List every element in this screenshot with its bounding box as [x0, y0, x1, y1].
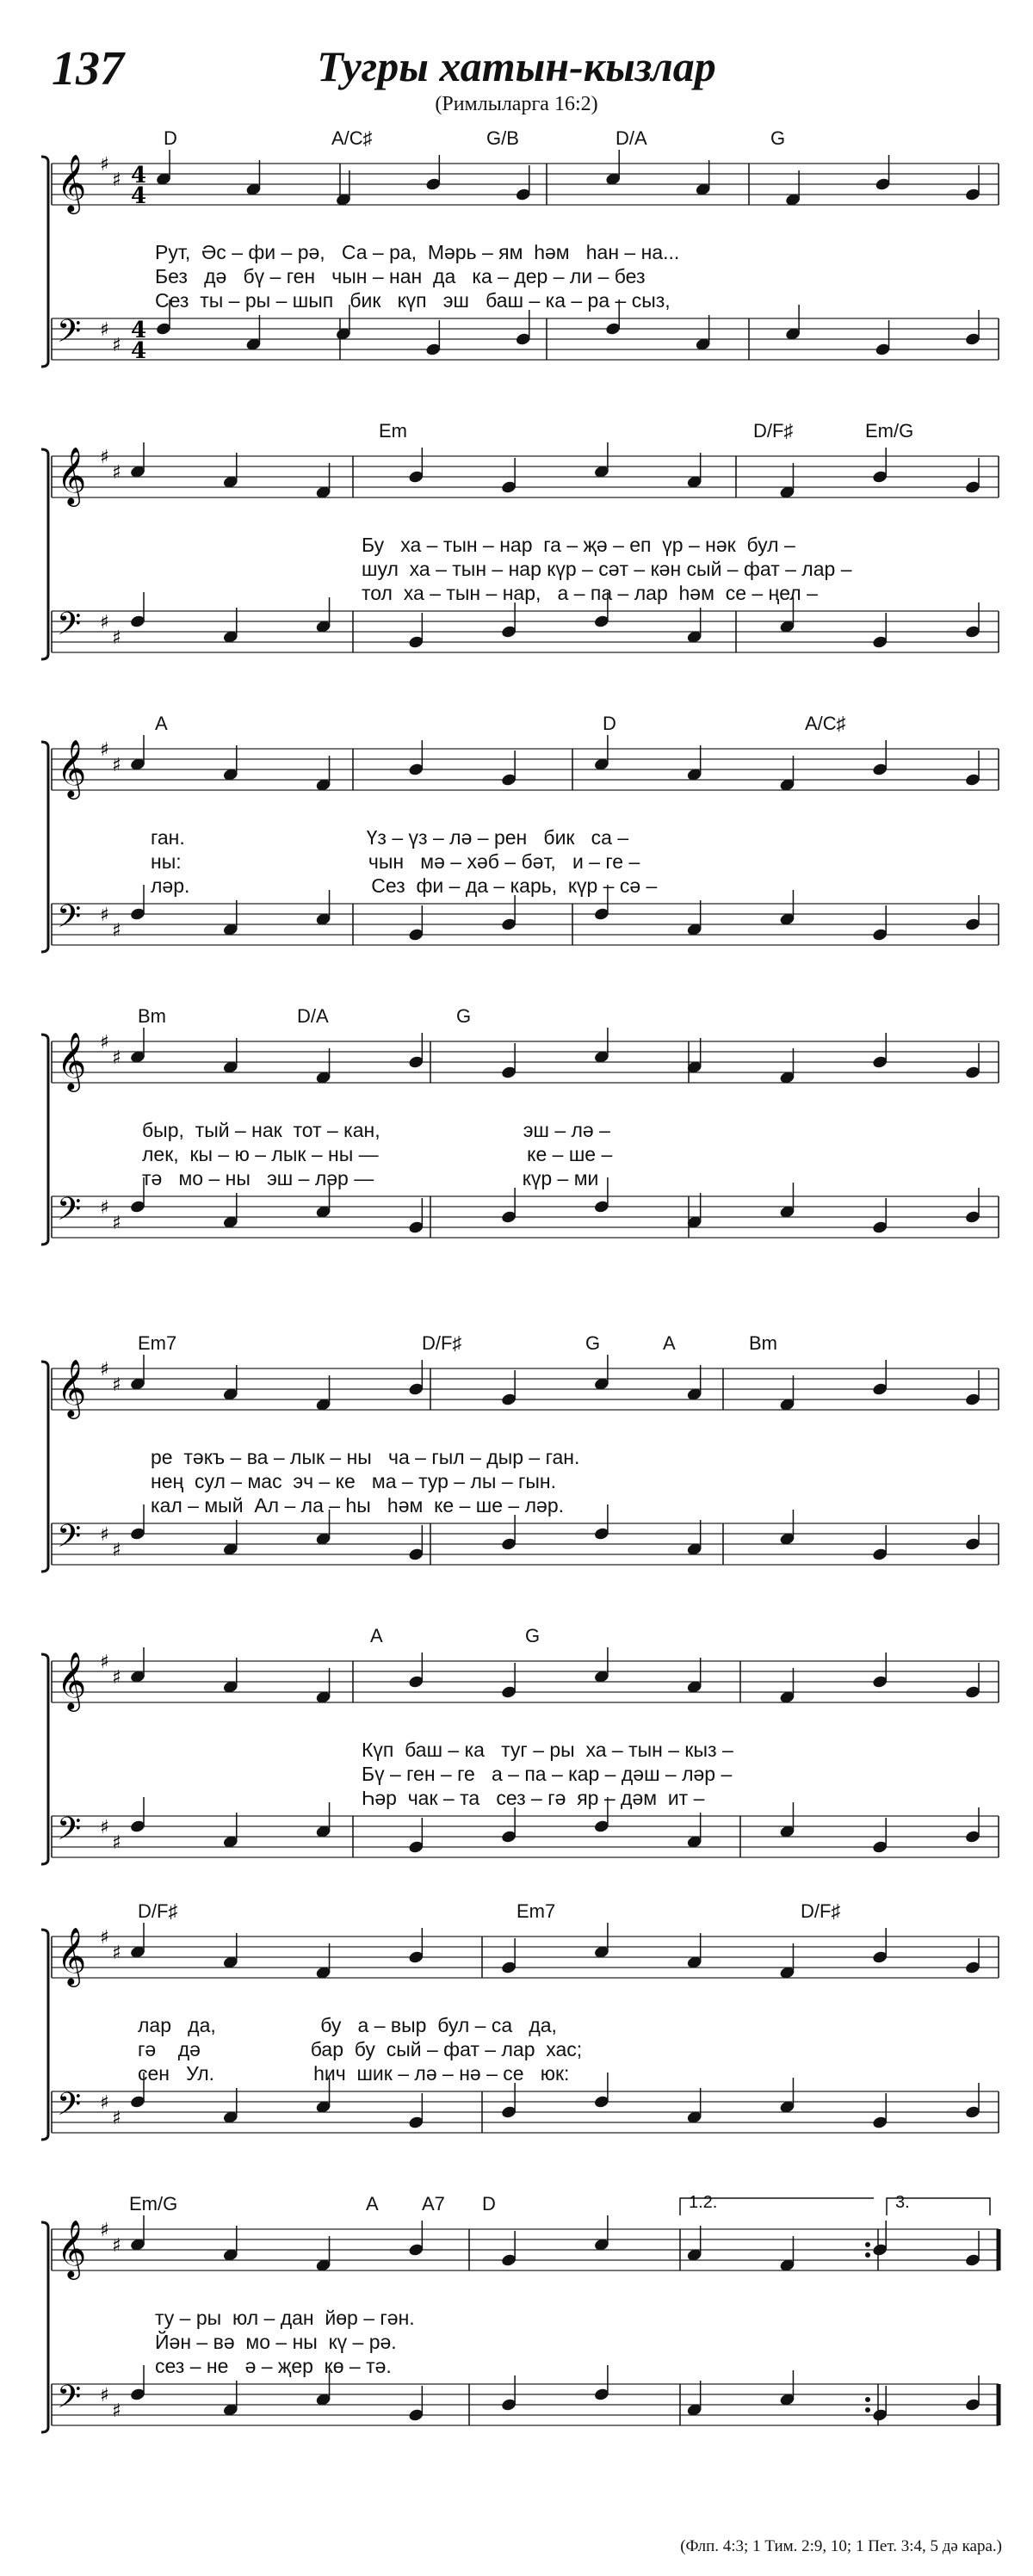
- chord-symbol: A: [663, 1332, 676, 1354]
- svg-text:𝄢: 𝄢: [57, 899, 82, 942]
- chord-symbol: G: [585, 1332, 601, 1354]
- lyric-verse-3: сен Ул. һич шик – лә – нә – се юк:: [138, 2062, 570, 2085]
- svg-text:𝄢: 𝄢: [57, 313, 82, 357]
- svg-text:♯: ♯: [112, 170, 121, 191]
- lyric-verse-2: ны: чын мә – хәб – бәт, и – ге –: [151, 850, 640, 873]
- lyric-verse-2: нең сул – мас эч – ке ма – тур – лы – гын.: [151, 1470, 557, 1492]
- chord-symbol: D: [164, 127, 177, 149]
- chord-symbol: Em7: [138, 1332, 177, 1354]
- chord-symbol: G: [456, 1005, 472, 1027]
- lyric-verse-1: ту – ры юл – дан йөр – гән.: [155, 2307, 415, 2329]
- svg-text:♯: ♯: [100, 1359, 109, 1381]
- svg-text:𝄞: 𝄞: [57, 1926, 87, 1985]
- volta-3: 3.: [895, 2193, 910, 2212]
- svg-text:4: 4: [131, 163, 147, 188]
- chord-symbol: D/A: [297, 1005, 329, 1027]
- chord-symbol: Em/G: [129, 2193, 178, 2215]
- music-system-1: [0, 120, 1033, 413]
- svg-text:♯: ♯: [100, 1817, 109, 1838]
- svg-text:♯: ♯: [100, 1927, 109, 1949]
- chord-symbol: D/F♯: [138, 1900, 178, 1922]
- lyric-verse-3: Һәр чак – та сез – гә яр – дәм ит –: [362, 1787, 705, 1809]
- svg-text:♯: ♯: [100, 319, 109, 341]
- chord-symbol: Bm: [749, 1332, 777, 1354]
- chord-symbol: A: [370, 1625, 383, 1646]
- music-system-8: [0, 2186, 1033, 2530]
- music-system-6: [0, 1618, 1033, 1893]
- lyric-verse-3: тол ха – тын – нар, а – па – лар һәм се – ңел –: [362, 582, 818, 604]
- chord-symbol: G: [525, 1625, 541, 1646]
- svg-text:♯: ♯: [100, 612, 109, 633]
- lyric-verse-2: шул ха – тын – нар күр – сәт – кән сый – фат – лар –: [362, 558, 852, 580]
- svg-text:𝄢: 𝄢: [57, 2379, 82, 2423]
- svg-text:♯: ♯: [112, 1943, 121, 1964]
- volta-1-2: 1.2.: [689, 2193, 718, 2212]
- hymn-title: Тугры хатын-кызлар: [317, 42, 716, 90]
- chord-symbol: D: [482, 2193, 496, 2215]
- svg-text:♯: ♯: [112, 1374, 121, 1396]
- svg-text:♯: ♯: [112, 2108, 121, 2129]
- svg-text:𝄢: 𝄢: [57, 606, 82, 650]
- svg-text:4: 4: [131, 338, 147, 364]
- svg-text:𝄞: 𝄞: [57, 2219, 87, 2277]
- music-system-2: [0, 413, 1033, 706]
- svg-text:♯: ♯: [112, 1540, 121, 1561]
- svg-text:4: 4: [131, 318, 147, 343]
- chord-symbol: D/F♯: [422, 1332, 462, 1354]
- svg-text:♯: ♯: [112, 462, 121, 484]
- lyric-verse-2: Йән – вә мо – ны кү – рә.: [155, 2331, 397, 2353]
- chord-symbol: D/F♯: [753, 420, 794, 442]
- svg-text:♯: ♯: [100, 1197, 109, 1219]
- svg-text:𝄞: 𝄞: [57, 1651, 87, 1709]
- lyric-verse-3: ләр. Сез фи – да – карь, күр – сә –: [151, 874, 658, 897]
- svg-text:♯: ♯: [100, 447, 109, 468]
- svg-text:♯: ♯: [100, 739, 109, 761]
- svg-text:♯: ♯: [112, 2235, 121, 2257]
- svg-text:♯: ♯: [112, 920, 121, 942]
- lyric-verse-2: гә дә бар бу сый – фат – лар хас;: [138, 2038, 583, 2060]
- lyric-verse-2: Бү – ген – ге а – па – кар – дәш – ләр –: [362, 1763, 733, 1785]
- svg-text:♯: ♯: [100, 905, 109, 926]
- music-system-7: [0, 1893, 1033, 2186]
- svg-text:𝄞: 𝄞: [57, 446, 87, 504]
- svg-text:♯: ♯: [100, 2385, 109, 2406]
- lyric-verse-1: ре тәкъ – ва – лык – ны ча – гыл – дыр – ган.: [151, 1446, 580, 1468]
- chord-symbol: A7: [422, 2193, 445, 2215]
- scripture-footnote: (Флп. 4:3; 1 Тим. 2:9, 10; 1 Пет. 3:4, 5 дә кара.): [680, 2537, 1002, 2555]
- hymn-number: 137: [52, 42, 124, 96]
- svg-text:♯: ♯: [100, 2092, 109, 2114]
- chord-symbol: G: [770, 127, 786, 149]
- svg-text:𝄞: 𝄞: [57, 738, 87, 797]
- scripture-reference: (Римлыларга 16:2): [435, 93, 598, 115]
- svg-text:♯: ♯: [100, 1524, 109, 1546]
- lyric-verse-1: Бу ха – тын – нар га – җә – еп үр – нәк бул –: [362, 534, 795, 556]
- music-system-3: [0, 706, 1033, 998]
- svg-text:𝄢: 𝄢: [57, 2086, 82, 2130]
- chord-symbol: A/C♯: [331, 127, 373, 149]
- lyric-verse-3: кал – мый Ал – ла – һы һәм ке – ше – ләр.: [151, 1494, 565, 1517]
- svg-text:♯: ♯: [112, 627, 121, 649]
- chord-symbol: D/F♯: [801, 1900, 841, 1922]
- chord-symbol: A/C♯: [805, 713, 846, 734]
- svg-text:𝄢: 𝄢: [57, 1811, 82, 1855]
- svg-text:♯: ♯: [112, 1667, 121, 1689]
- svg-text:♯: ♯: [112, 1832, 121, 1854]
- chord-symbol: A: [366, 2193, 379, 2215]
- svg-text:♯: ♯: [100, 1652, 109, 1673]
- svg-text:♯: ♯: [112, 335, 121, 356]
- chord-symbol: Em/G: [865, 420, 914, 442]
- svg-text:𝄞: 𝄞: [57, 1358, 87, 1417]
- chord-symbol: Bm: [138, 1005, 166, 1027]
- svg-text:♯: ♯: [112, 755, 121, 776]
- lyric-verse-1: лар да, бу а – выр бул – са да,: [138, 2014, 557, 2036]
- lyric-verse-3: сез – не ә – җер кө – тә.: [155, 2355, 392, 2377]
- svg-text:𝄢: 𝄢: [57, 1518, 82, 1562]
- svg-text:♯: ♯: [112, 1047, 121, 1069]
- chord-symbol: D: [603, 713, 616, 734]
- music-system-4: [0, 998, 1033, 1325]
- lyric-verse-2: Без дә бү – ген чын – нан да ка – дер – ли – без: [155, 265, 646, 287]
- svg-text:𝄞: 𝄞: [57, 153, 87, 212]
- lyric-verse-1: ган. Үз – үз – лә – рен бик са –: [151, 826, 629, 849]
- lyric-verse-3: Сез ты – ры – шып бик күп эш баш – ка – ра – сыз,: [155, 289, 671, 312]
- svg-text:𝄞: 𝄞: [57, 1031, 87, 1090]
- chord-symbol: D/A: [615, 127, 647, 149]
- svg-text:♯: ♯: [100, 2220, 109, 2241]
- lyric-verse-3: тә мо – ны эш – ләр — күр – ми: [142, 1167, 599, 1189]
- svg-text:♯: ♯: [112, 1213, 121, 1234]
- chord-symbol: Em: [379, 420, 407, 442]
- svg-text:♯: ♯: [112, 2400, 121, 2422]
- lyric-verse-1: Рут, Әс – фи – рә, Са – ра, Мәрь – ям һәм һан – на...: [155, 241, 680, 263]
- music-system-5: [0, 1325, 1033, 1618]
- chord-symbol: Em7: [516, 1900, 556, 1922]
- lyric-verse-1: быр, тый – нак тот – кан, эш – лә –: [142, 1119, 610, 1141]
- svg-text:♯: ♯: [100, 154, 109, 176]
- svg-text:4: 4: [131, 183, 147, 209]
- svg-text:♯: ♯: [100, 1032, 109, 1053]
- lyric-verse-2: лек, кы – ю – лык – ны — ке – ше –: [142, 1143, 613, 1165]
- svg-text:𝄢: 𝄢: [57, 1191, 82, 1235]
- lyric-verse-1: Күп баш – ка туг – ры ха – тын – кыз –: [362, 1739, 733, 1761]
- chord-symbol: G/B: [486, 127, 519, 149]
- chord-symbol: A: [155, 713, 168, 734]
